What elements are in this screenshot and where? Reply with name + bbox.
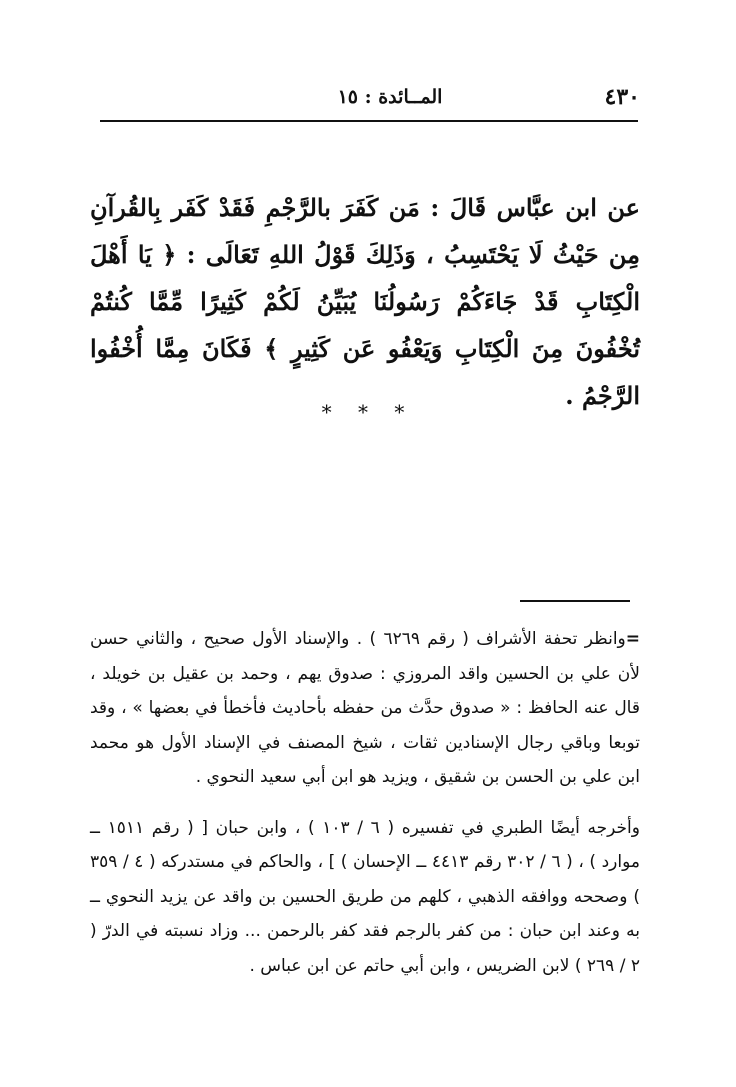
footnote-continuation-mark: = <box>625 629 640 649</box>
footnote-paragraph-1 <box>90 622 640 795</box>
footnotes-section <box>90 622 640 999</box>
header-rule <box>100 120 638 122</box>
main-text-paragraph: عن ابن عبَّاس قَالَ : مَن كَفَرَ بالرَّجْمِ فَقَدْ كَفَر بِالقُرآنِ مِن حَيْثُ لَا يَحْتَسِبُ ، وَذَلِكَ قَوْلُ اللهِ تَعَالَى : ﴿ يَا أَهْلَ الْكِتَابِ قَدْ جَاءَكُمْ رَسُولُنَا يُبَيِّنُ لَكُمْ كَثِيرًا مِّمَّا كُنتُمْ تُخْفُونَ مِنَ الْكِتَابِ وَيَعْفُو عَن كَثِيرٍ ﴾ فَكَانَ مِمَّا أُخْفُوا الرَّجْمُ . <box>90 193 640 410</box>
page-number: ٤٣٠ <box>604 84 640 110</box>
footnote-paragraph-2: وأخرجه أيضًا الطبري في تفسيره ( ٦ / ١٠٣ ) ، وابن حبان [ ( رقم ١٥١١ ــ موارد ) ، ( ٦ / ٣٠٢ رقم ٤٤١٣ ــ الإحسان ) ] ، والحاكم في مستدركه ( ٤ / ٣٥٩ ) وصححه ووافقه الذهبي ، كلهم من طريق الحسين بن واقد عن يزيد النحوي ــ به وعند ابن حبان : من كفر بالرجم فقد كفر بالرحمن ... وزاد نسبته في الدرّ ( ٢ / ٢٦٩ ) لابن الضريس ، وابن أبي حاتم عن ابن عباس . <box>90 817 640 976</box>
footnote-rule <box>520 600 630 602</box>
page-header <box>100 80 640 114</box>
footnote-text-1: وانظر تحفة الأشراف ( رقم ٦٢٦٩ ) . والإسناد الأول صحيح ، والثاني حسن لأن علي بن الحسين واقد المروزي : صدوق يهم ، وحمد بن عقيل بن خويلد ، قال عنه الحافظ : « صدوق حدَّث من حفظه بأحاديث فأخطأ في بعضها » ، وقد توبعا وباقي رجال الإسنادين ثقات ، شيخ المصنف في الإسناد الأول هو محمد ابن علي بن الحسن بن شقيق ، ويزيد هو ابن أبي سعيد النحوي . <box>90 629 640 787</box>
section-separator: * * * <box>321 400 415 424</box>
running-title: المــائدة : ١٥ <box>337 86 443 108</box>
